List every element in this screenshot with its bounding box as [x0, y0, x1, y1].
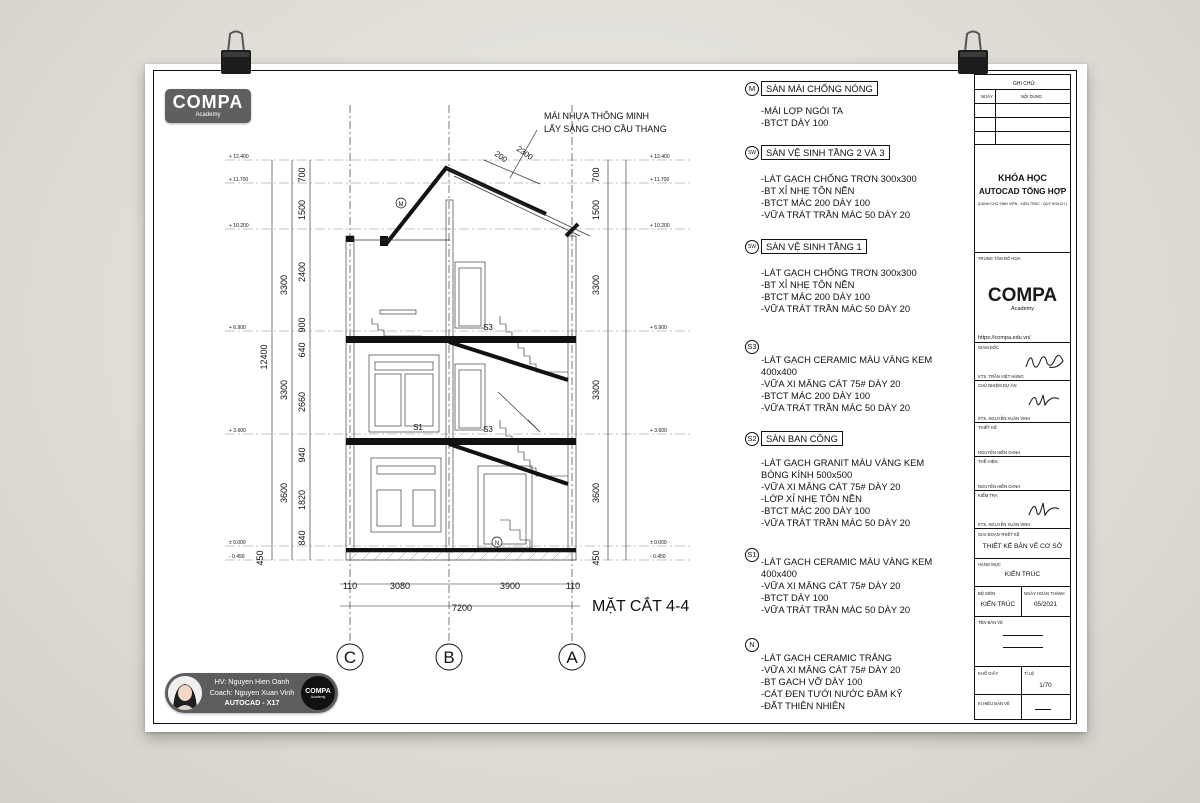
- note-line: -BTCT DÀY 100: [761, 592, 829, 604]
- note-line: -VỮA TRÁT TRẦN MÁC 50 DÀY 20: [761, 604, 911, 616]
- axis-label-c: C: [343, 648, 357, 667]
- note-line: -LỚP XỈ NHẸ TÔN NỀN: [761, 493, 862, 505]
- room-tag-s3: S3: [483, 323, 493, 332]
- note-line: -VỮA XI MĂNG CÁT 75# DÀY 20: [761, 378, 901, 390]
- note-line: -BTCT DÀY 100: [761, 117, 829, 129]
- ngay-hoan-thanh-label: NGÀY HOÀN THÀNH: [1024, 591, 1065, 596]
- note-line: -BT GẠCH VỠ DÀY 100: [761, 676, 863, 688]
- note-line: -ĐẤT THIÊN NHIÊN: [761, 700, 846, 712]
- note-line: -VỮA XI MĂNG CÁT 75# DÀY 20: [761, 481, 901, 493]
- giai-doan-value: THIẾT KẾ BẢN VẼ CƠ SỞ: [982, 543, 1063, 550]
- center-section: [975, 253, 1070, 343]
- note-line: -BTCT MÁC 200 DÀY 100: [761, 291, 871, 303]
- level-mark: + 11.700: [650, 177, 670, 183]
- logo-wordmark: COMPA: [172, 92, 244, 112]
- the-hien-name: NGUYỄN HIỀN OANH: [978, 484, 1021, 489]
- note-tag: S1: [745, 548, 759, 562]
- note-title: SÀN MÁI CHỐNG NÓNG: [761, 81, 878, 96]
- title-block: [974, 74, 1071, 720]
- director-section: [975, 343, 1070, 381]
- dim-label: 450: [591, 550, 601, 566]
- ki-hieu-label: KÍ HIỆU BẢN VẼ: [978, 701, 1010, 706]
- course-title: KHÓA HỌC: [998, 173, 1047, 183]
- dim-label-total: 12400: [259, 344, 269, 370]
- avatar-icon: [168, 676, 202, 710]
- room-tag-m: M: [398, 202, 404, 208]
- the-hien-label: THỂ HIỆN: [978, 459, 998, 464]
- ti-le-label: TỈ LỆ: [1024, 671, 1035, 676]
- note-block-sw1: [745, 240, 960, 315]
- level-mark: + 6.900: [229, 325, 246, 331]
- dim-label: 2400: [297, 261, 307, 283]
- dim-label: 840: [297, 530, 307, 546]
- note-line: -BT XỈ NHẸ TÔN NỀN: [761, 185, 855, 197]
- mini-logo-sub: Academy: [310, 695, 326, 699]
- dim-label: 940: [297, 447, 307, 463]
- room-tag-s3: S3: [483, 425, 493, 434]
- giai-doan-label: GIAI ĐOẠN THIẾT KẾ: [978, 532, 1020, 537]
- phase-section: [975, 529, 1070, 559]
- dim-label: 3080: [389, 581, 411, 591]
- dim-label-total: 7200: [451, 603, 473, 613]
- note-block-sw23: [745, 146, 960, 221]
- level-mark: + 3.600: [229, 428, 246, 434]
- bo-mon-label: BỘ MÔN: [978, 591, 995, 596]
- dim-label: 110: [342, 581, 358, 591]
- dim-label: 700: [591, 167, 601, 183]
- note-tag: S3: [745, 340, 759, 354]
- note-block-n: [745, 638, 960, 712]
- note-tag: N: [745, 638, 759, 652]
- axis-label-b: B: [443, 648, 455, 667]
- level-mark: ± 0.000: [229, 540, 246, 546]
- bo-mon-value: KIẾN TRÚC: [980, 601, 1016, 608]
- level-mark: + 6.900: [650, 325, 667, 331]
- logo-subtitle: Academy: [195, 112, 221, 118]
- note-line: -LÁT GẠCH GRANIT MÀU VÀNG KEM: [761, 457, 925, 468]
- section-title: MẶT CẮT 4-4: [592, 598, 690, 615]
- dim-label: 3300: [279, 274, 289, 296]
- course-code: AUTOCAD - X17: [224, 698, 280, 707]
- signature-3-icon: [1025, 495, 1065, 523]
- kiem-tra-name: KTS. NGUYỄN XUÂN VINH: [978, 522, 1031, 527]
- level-mark: + 10.200: [229, 223, 249, 229]
- mini-logo-word: COMPA: [305, 688, 331, 695]
- dim-label: 640: [297, 342, 307, 358]
- dim-label: 3600: [279, 482, 289, 504]
- note-line: -VỮA TRÁT TRẦN MÁC 50 DÀY 20: [761, 517, 911, 529]
- note-title: SÀN VỆ SINH TẦNG 1: [761, 239, 867, 254]
- col-ngay: NGÀY: [981, 94, 993, 99]
- note-line: -VỮA TRÁT TRẦN MÁC 50 DÀY 20: [761, 303, 911, 315]
- dim-label: 900: [297, 317, 307, 333]
- level-mark: + 3.600: [650, 428, 667, 434]
- note-line: -VỮA XI MĂNG CÁT 75# DÀY 20: [761, 580, 901, 592]
- dim-label: 3300: [591, 379, 601, 401]
- note-line: -LÁT GẠCH CERAMIC TRẮNG: [761, 652, 892, 663]
- note-line: -LÁT GẠCH CERAMIC MÀU VÀNG KEM: [761, 354, 933, 365]
- dim-top-1: 200: [492, 149, 509, 165]
- dim-label: 700: [297, 167, 307, 183]
- paper-section: [975, 667, 1070, 695]
- dim-label: 2660: [297, 391, 307, 413]
- dept-section: [975, 587, 1070, 617]
- kho-giay-label: KHỔ GIẤY: [978, 671, 999, 676]
- note-block-s3: [745, 340, 960, 414]
- dim-label: 1500: [591, 199, 601, 221]
- ti-le-value: 1/70: [1039, 682, 1052, 689]
- manager-section: [975, 381, 1070, 423]
- center-label: TRUNG TÂM ĐỒ HỌA: [978, 256, 1021, 261]
- note-line: BÓNG KÍNH 500x500: [761, 469, 853, 481]
- room-tag-n: N: [494, 541, 500, 547]
- note-block-m: [745, 82, 960, 129]
- student-badge: [165, 673, 338, 713]
- level-mark: ± 0.000: [650, 540, 667, 546]
- checker-section: [975, 491, 1070, 529]
- badge-text: [205, 677, 299, 709]
- note-line: -BTCT MÁC 200 DÀY 100: [761, 505, 871, 517]
- coach-name: Coach: Nguyen Xuan Vinh: [209, 687, 295, 697]
- note-title: SÀN BAN CÔNG: [761, 431, 843, 446]
- hang-muc-label: HẠNG MỤC: [978, 562, 1001, 567]
- student-name: HV: Nguyen Hien Oanh: [214, 677, 290, 686]
- note-title: SÀN VỆ SINH TẦNG 2 VÀ 3: [761, 145, 890, 160]
- dim-label: 3300: [279, 379, 289, 401]
- note-block-s1: [745, 548, 960, 616]
- notes-section: [975, 75, 1070, 145]
- giam-doc-label: GIÁM ĐỐC: [978, 345, 1000, 350]
- ngay-hoan-thanh-value: 05/2021: [1033, 601, 1058, 608]
- note-line: -CÁT ĐEN TƯỚI NƯỚC ĐẦM KỸ: [761, 688, 903, 700]
- note-line: -BTCT MÁC 200 DÀY 100: [761, 197, 871, 209]
- note-line: -VỮA XI MĂNG CÁT 75# DÀY 20: [761, 664, 901, 676]
- chu-nhiem-label: CHỦ NHIỆM DỰ ÁN: [978, 383, 1017, 388]
- roof-note-2: LẤY SÁNG CHO CẦU THANG: [544, 124, 667, 134]
- ten-ban-ve-label: TÊN BẢN VẼ: [978, 620, 1003, 625]
- dim-label: 3300: [591, 274, 601, 296]
- note-line: 400x400: [761, 366, 797, 378]
- level-mark: + 12.400: [650, 154, 670, 160]
- course-note: (DÀNH CHO SINH VIÊN - KIẾN TRÚC - QUY HOẠCH ): [978, 202, 1067, 206]
- tb-brand: COMPA: [987, 285, 1058, 306]
- roof-note-1: MÁI NHỰA THÔNG MINH: [544, 111, 650, 121]
- col-noi-dung: NỘI DUNG: [1021, 94, 1042, 99]
- level-mark: + 10.200: [650, 223, 670, 229]
- axis-label-a: A: [566, 648, 578, 667]
- level-mark: - 0.450: [650, 554, 666, 560]
- course-section: [975, 145, 1070, 253]
- note-tag: S2: [745, 432, 759, 446]
- note-tag: M: [745, 82, 759, 96]
- avatar: [168, 676, 202, 710]
- note-tag: SW: [745, 240, 759, 254]
- giam-doc-name: KTS. TRẦN VIỆT HÙNG: [978, 374, 1024, 379]
- note-line: -LÁT GẠCH CHỐNG TRƠN 300x300: [761, 173, 917, 184]
- category-section: [975, 559, 1070, 587]
- dim-top-2: 2300: [514, 144, 535, 162]
- note-line: -VỮA TRÁT TRẦN MÁC 50 DÀY 20: [761, 209, 911, 221]
- drawing-name-section: [975, 617, 1070, 667]
- hang-muc-value: KIẾN TRÚC: [1004, 571, 1041, 578]
- note-line: -LÁT GẠCH CERAMIC MÀU VÀNG KEM: [761, 556, 933, 567]
- kiem-tra-label: KIỂM TRA: [978, 493, 998, 498]
- mini-logo: [301, 676, 335, 710]
- designer-section: [975, 423, 1070, 457]
- dim-label: 1500: [297, 199, 307, 221]
- dim-label: 450: [255, 550, 265, 566]
- course-subtitle: AUTOCAD TỔNG HỢP: [978, 187, 1067, 196]
- website: https://compa.edu.vn/: [978, 335, 1031, 341]
- level-mark: + 12.400: [229, 154, 249, 160]
- note-line: -VỮA TRÁT TRẦN MÁC 50 DÀY 20: [761, 402, 911, 414]
- note-line: -LÁT GẠCH CHỐNG TRƠN 300x300: [761, 267, 917, 278]
- note-line: 400x400: [761, 568, 797, 580]
- level-mark: - 0.450: [229, 554, 245, 560]
- signature-1-icon: [1023, 349, 1067, 375]
- note-tag: SW: [745, 146, 759, 160]
- sheet-code-section: [975, 695, 1070, 719]
- level-mark: + 11.700: [229, 177, 249, 183]
- note-line: -BT XỈ NHẸ TÔN NỀN: [761, 279, 855, 291]
- thiet-ke-name: NGUYỄN HIỀN OANH: [978, 450, 1021, 455]
- chu-nhiem-name: KTS. NGUYỄN XUÂN VINH: [978, 416, 1031, 421]
- dim-label: 3600: [591, 482, 601, 504]
- dim-label: 1820: [297, 489, 307, 511]
- signature-2-icon: [1025, 387, 1065, 413]
- tb-brand-sub: Academy: [1011, 306, 1034, 312]
- thiet-ke-label: THIẾT KẾ: [978, 425, 997, 430]
- dim-label: 3900: [499, 581, 521, 591]
- note-line: -BTCT MÁC 200 DÀY 100: [761, 390, 871, 402]
- drafter-section: [975, 457, 1070, 491]
- note-line: -MÁI LỢP NGÓI TA: [761, 105, 844, 116]
- room-tag-s1: S1: [413, 423, 423, 432]
- note-block-s2: [745, 432, 960, 530]
- ghi-chu-label: GHI CHÚ:: [1013, 81, 1036, 87]
- dim-label: 110: [565, 581, 581, 591]
